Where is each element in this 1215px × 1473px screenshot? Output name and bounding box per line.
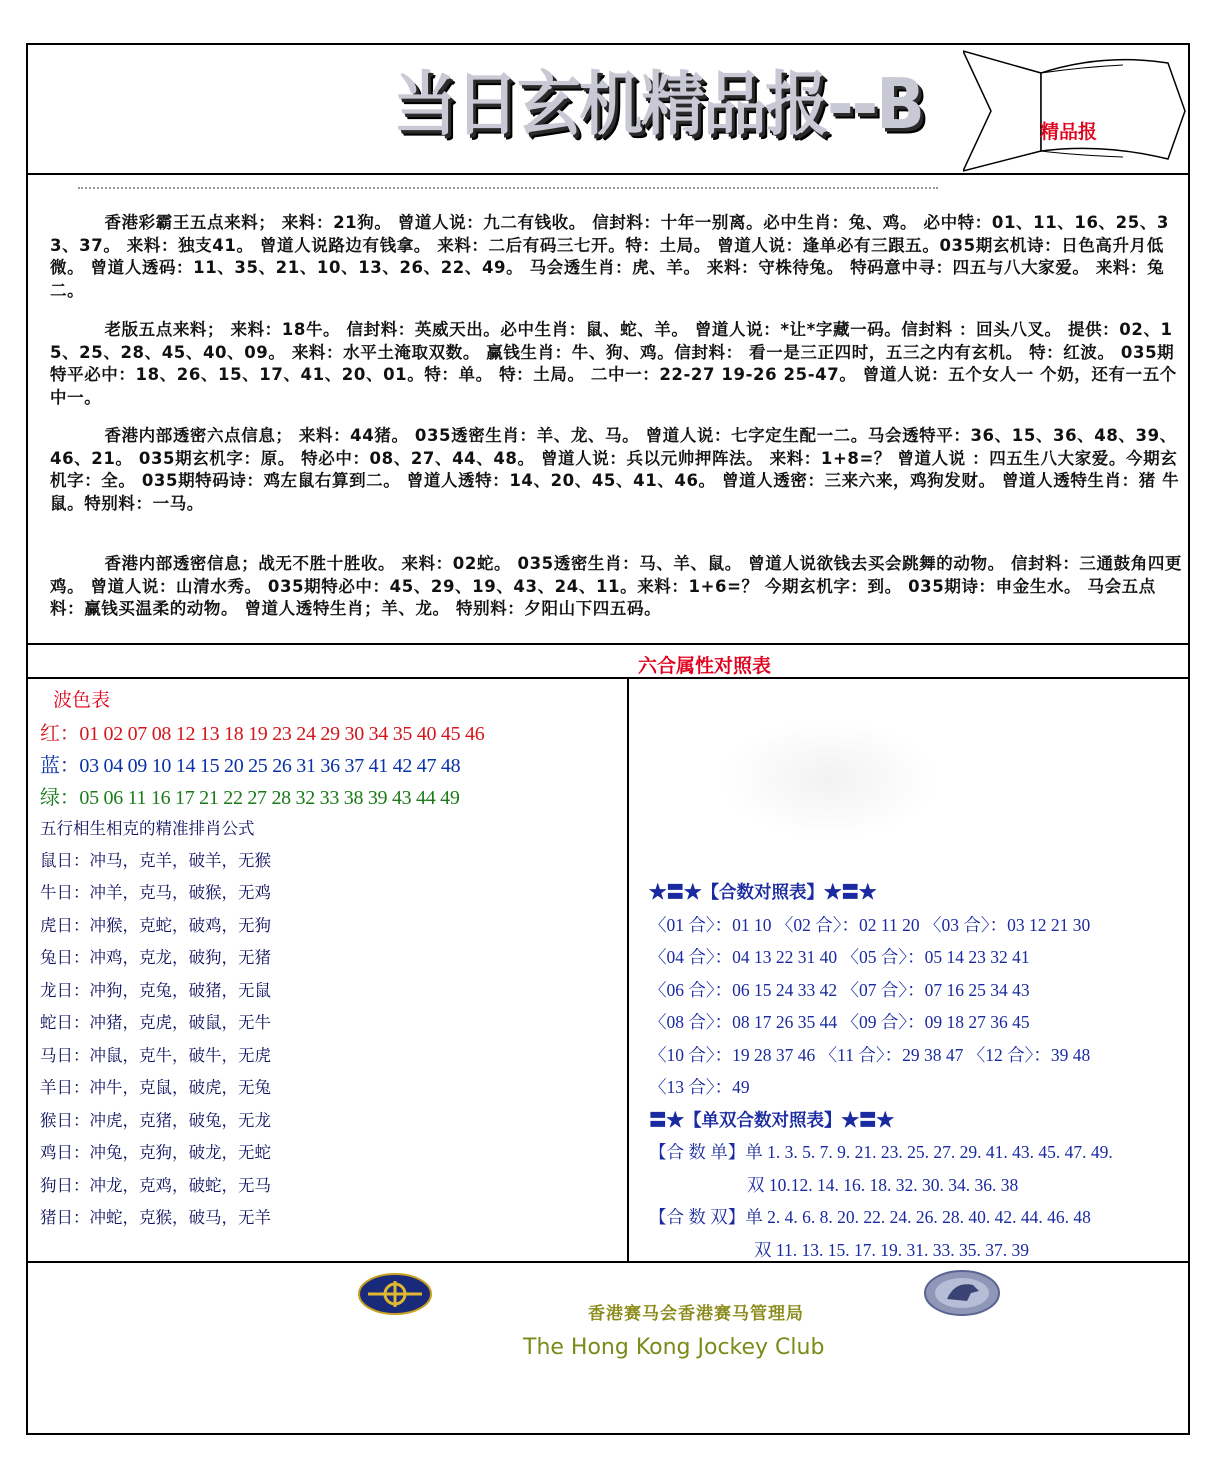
wuxing-row: 猴日：冲虎，克猪，破兔，无龙	[40, 1111, 271, 1130]
articles-panel	[26, 173, 1190, 645]
wuxing-row: 羊日：冲牛，克鼠，破虎，无兔	[40, 1078, 271, 1097]
red-numbers: 红：01 02 07 08 12 13 18 19 23 24 29 30 34 35 40 45 46	[40, 723, 485, 745]
article-3	[50, 425, 1185, 515]
wuxing-row: 马日：冲鼠，克牛，破牛，无虎	[40, 1046, 271, 1065]
heshu-row: 〈13 合〉：49	[649, 1077, 750, 1097]
wuxing-row: 虎日：冲猴，克蛇，破鸡，无狗	[40, 916, 271, 935]
heshu-row: 〈08 合〉：08 17 26 35 44 〈09 合〉：09 18 27 36 45	[649, 1012, 1030, 1032]
wuxing-row: 鼠日：冲马，克羊，破羊，无猴	[40, 851, 271, 870]
wuxing-row: 兔日：冲鸡，克龙，破狗，无猪	[40, 948, 271, 967]
heshu-panel	[627, 677, 1190, 1263]
article-1	[50, 212, 1185, 302]
wuxing-row: 猪日：冲蛇，克猴，破马，无羊	[40, 1208, 271, 1227]
club-name-english: The Hong Kong Jockey Club	[523, 1335, 825, 1360]
header-panel	[26, 43, 1190, 175]
bose-title: 波色表	[53, 689, 111, 711]
article-3-text: 香港内部透密六点信息； 来料：44猪。 035透密生肖：羊、龙、马。 曾道人说：七字定生配一二。马会透特平：36、15、36、48、39、46、21。 035期玄机字：原。 特必中：08、27、44、48。 曾道人说：兵以元帅押阵法。 来料：1+8=？ 曾道人说 ：四五生八大家爱。今期玄机字：全。 035期特码诗：鸡左鼠右算到二。 曾道人透特：14、20、45、41、46。 曾道人透密：三来六来，鸡狗发财。 曾道人透特生肖：猪 牛 鼠。特别料：一马。	[50, 426, 1180, 513]
wuxing-title: 五行相生相克的精准排肖公式	[40, 819, 255, 838]
dan-row-even: 双 10.12. 14. 16. 18. 32. 30. 34. 36. 38	[747, 1175, 1019, 1195]
jockey-club-logo-icon	[358, 1273, 432, 1315]
shuang-row-even: 双 11. 13. 15. 17. 19. 31. 33. 35. 37. 39	[754, 1240, 1029, 1260]
horse-emblem-icon	[923, 1269, 1001, 1317]
badge-label: 精品报	[1040, 121, 1098, 143]
bose-panel	[26, 677, 629, 1263]
heshu-row: 〈10 合〉：19 28 37 46 〈11 合〉：29 38 47 〈12 合〉：39 48	[649, 1045, 1091, 1065]
heshu-row: 〈01 合〉：01 10 〈02 合〉：02 11 20 〈03 合〉：03 12 21 30	[649, 915, 1091, 935]
page-title: 当日玄机精品报--B	[393, 65, 923, 146]
ribbon-banner-icon	[963, 47, 1188, 177]
article-2-text: 老版五点来料； 来料：18牛。 信封料：英威天出。必中生肖：鼠、蛇、羊。 曾道人说：*让*字藏一码。信封料 ：回头八叉。 提供：02、15、25、28、45、40、09。 来料：水平土淹取双数。 赢钱生肖：牛、狗、鸡。信封料： 看一是三正四时，五三之内有玄机。 特：红波。 035期特平必中：18、26、15、17、41、20、01。特：单。 特：土局。 二中一：22-27 19-26 25-47。 曾道人说：五个女人一 个奶，还有一五个中一。	[50, 320, 1177, 407]
heshu-title: ★〓★【合数对照表】★〓★	[649, 882, 877, 902]
wuxing-row: 狗日：冲龙，克鸡，破蛇，无马	[40, 1176, 271, 1195]
wuxing-row: 牛日：冲羊，克马，破猴，无鸡	[40, 883, 271, 902]
shuang-row: 【合 数 双】单 2. 4. 6. 8. 20. 22. 24. 26. 28. 40. 42. 44. 46. 48	[649, 1207, 1091, 1227]
article-1-text: 香港彩霸王五点来料； 来料：21狗。 曾道人说：九二有钱收。 信封料：十年一别离。必中生肖：兔、鸡。 必中特：01、11、16、25、33、37。 来料：独支41。 曾道人说路边有钱拿。 来料：二后有码三七开。特：土局。 曾道人说：逢单必有三跟五。035期玄机诗：日色高升月低微。 曾道人透码：11、35、21、10、13、26、22、49。 马会透生肖：虎、羊。 来料：守株待兔。 特码意中寻：四五与八大家爱。 来料：兔二。	[50, 213, 1170, 300]
article-2	[50, 319, 1185, 409]
footer-panel	[26, 1261, 1190, 1435]
faded-image	[719, 719, 939, 839]
article-4-text: 香港内部透密信息；战无不胜十胜收。 来料：02蛇。 035透密生肖：马、羊、鼠。 曾道人说欲钱去买会跳舞的动物。 信封料：三通鼓角四更鸡。 曾道人说：山清水秀。 035期特必中：45、29、19、43、24、11。来料：1+6=？ 今期玄机字：到。 035期诗：申金生水。 马会五点料：赢钱买温柔的动物。 曾道人透特生肖；羊、龙。 特别料：夕阳山下四五码。	[50, 554, 1183, 618]
wuxing-row: 蛇日：冲猪，克虎，破鼠，无牛	[40, 1013, 271, 1032]
heshu-row: 〈06 合〉：06 15 24 33 42 〈07 合〉：07 16 25 34 43	[649, 980, 1030, 1000]
heshu-row: 〈04 合〉：04 13 22 31 40 〈05 合〉：05 14 23 32 41	[649, 947, 1030, 967]
club-name-chinese: 香港赛马会香港赛马管理局	[588, 1304, 804, 1324]
blue-numbers: 蓝：03 04 09 10 14 15 20 25 26 31 36 37 41 42 47 48	[40, 755, 461, 777]
section-bar	[26, 643, 1190, 679]
wuxing-row: 龙日：冲狗，克兔，破猪，无鼠	[40, 981, 271, 1000]
article-4	[50, 553, 1185, 621]
dotted-divider	[78, 187, 938, 192]
wuxing-row: 鸡日：冲兔，克狗，破龙，无蛇	[40, 1143, 271, 1162]
dan-shuang-title: 〓★【单双合数对照表】★〓★	[649, 1110, 894, 1130]
green-numbers: 绿：05 06 11 16 17 21 22 27 28 32 33 38 39 43 44 49	[40, 787, 460, 809]
section-title: 六合属性对照表	[638, 655, 772, 677]
dan-row: 【合 数 单】单 1. 3. 5. 7. 9. 21. 23. 25. 27. 29. 41. 43. 45. 47. 49.	[649, 1142, 1113, 1162]
